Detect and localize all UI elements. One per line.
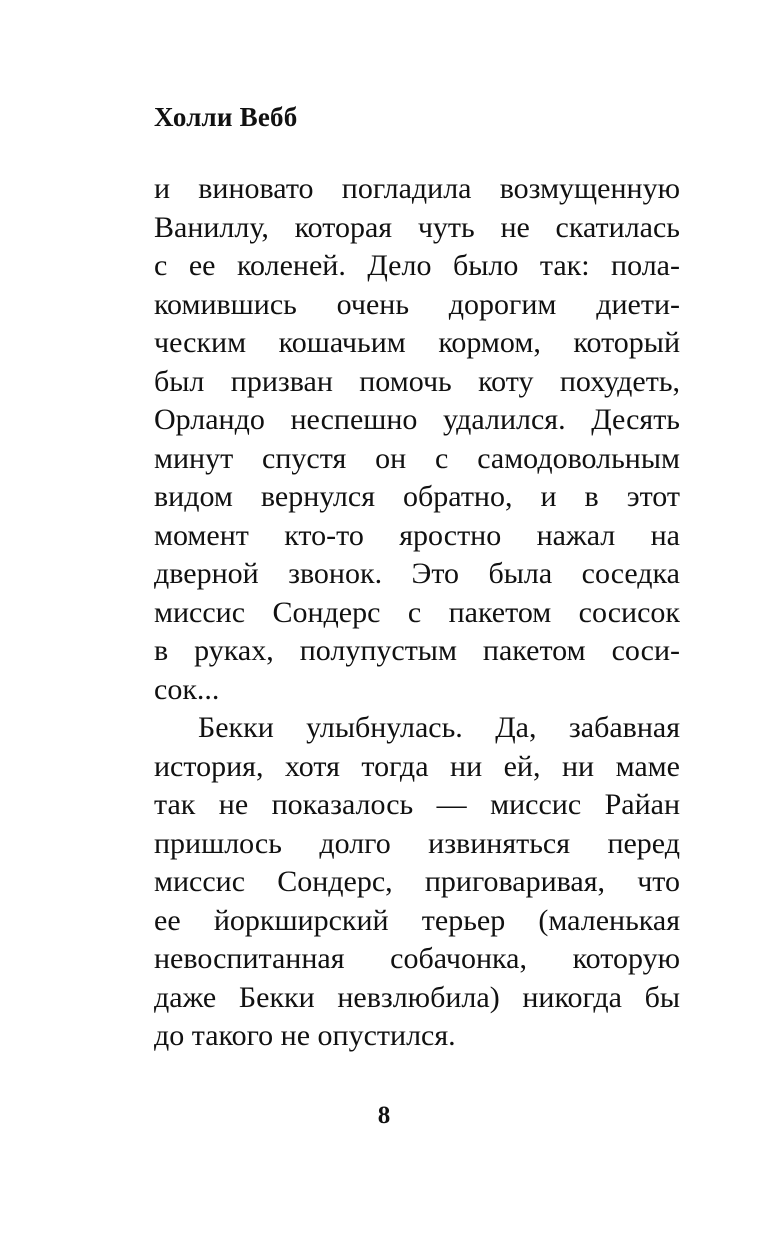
paragraph-1 [154, 170, 680, 709]
text-line: миссис Сондерс с пакетом сосисок [154, 595, 680, 629]
text-line: даже Бекки невзлюбила) никогда бы [154, 980, 680, 1014]
text-line: был призван помочь коту похудеть, [154, 364, 680, 398]
page-number: 8 [377, 1102, 391, 1129]
text-line: комившись очень дорогим диети- [154, 287, 680, 321]
body-text [154, 170, 680, 1056]
text-line: ее йоркширский терьер (маленькая [154, 903, 680, 937]
text-line: так не показалось — миссис Райан [154, 788, 680, 821]
text-line: Ваниллу, которая чуть не скатилась [154, 210, 680, 244]
text-line: дверной звонок. Это была соседка [154, 557, 680, 590]
text-line: в руках, полупустым пакетом соси- [154, 634, 680, 667]
running-head-author: Холли Вебб [154, 102, 298, 132]
text-line: минут спустя он с самодовольным [154, 441, 680, 475]
text-line: невоспитанная собачонка, которую [154, 942, 680, 975]
text-line: и виновато погладила возмущенную [154, 172, 680, 205]
text-line: ческим кошачьим кормом, который [154, 326, 680, 359]
paragraph-2 [154, 709, 680, 1056]
text-line: с ее коленей. Дело было так: пола- [154, 249, 680, 282]
text-line: пришлось долго извиняться перед [154, 826, 680, 860]
text-line: до такого не опустился. [154, 1019, 456, 1052]
text-line: момент кто-то яростно нажал на [154, 518, 680, 552]
text-line: видом вернулся обратно, и в этот [154, 480, 680, 513]
text-line: сок... [154, 672, 220, 706]
text-line: Бекки улыбнулась. Да, забавная [198, 711, 680, 744]
text-line: миссис Сондерс, приговаривая, что [154, 865, 680, 898]
text-line: Орландо неспешно удалился. Десять [154, 403, 680, 436]
text-line: история, хотя тогда ни ей, ни маме [154, 749, 680, 783]
